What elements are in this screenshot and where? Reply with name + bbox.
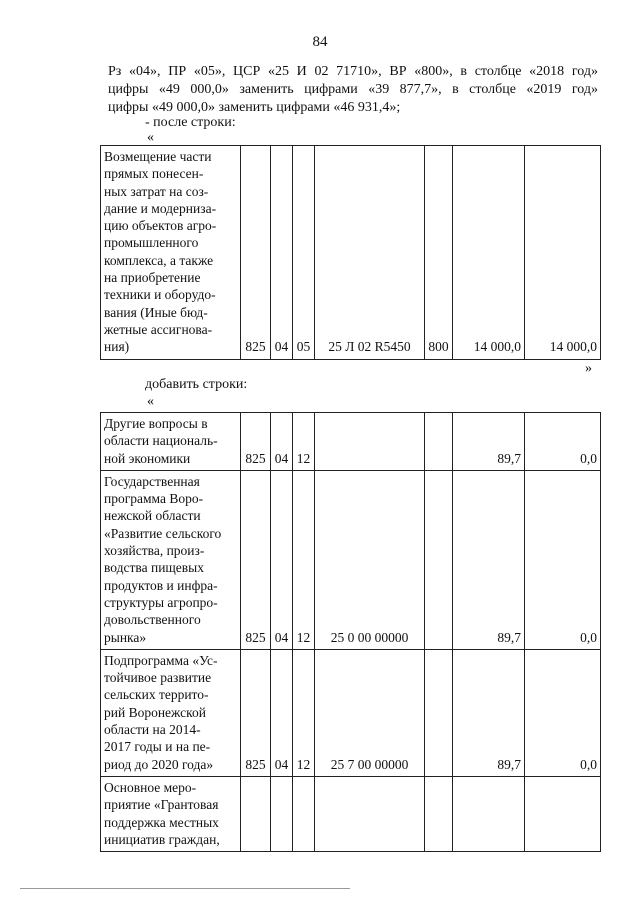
rz-cell: 04 (271, 649, 293, 776)
year-2018-cell: 14 000,0 (453, 146, 525, 360)
intro-line-2: цифры «49 000,0» заменить цифрами «39 877,7», в столбце «2019 год» (108, 82, 598, 97)
csr-cell (315, 413, 425, 471)
table-row (101, 470, 601, 649)
grbs-cell: 825 (241, 146, 271, 360)
csr-cell (315, 776, 425, 851)
grbs-cell: 825 (241, 413, 271, 471)
row-name-line: прямых понесен- (104, 166, 204, 182)
row-name-line: Подпрограмма «Ус- (104, 652, 218, 668)
rz-cell (271, 776, 293, 851)
row-name-line: сельских террито- (104, 687, 209, 703)
pr-cell: 12 (293, 470, 315, 649)
row-name-line: на приобретение (104, 270, 201, 286)
intro-line-1: Рз «04», ПР «05», ЦСР «25 И 02 71710», ВР «800», в столбце «2018 год» (108, 64, 598, 79)
row-name-line: ния) (104, 339, 130, 355)
table-row (101, 776, 601, 851)
open-quote-1: « (147, 130, 154, 145)
vr-cell: 800 (425, 146, 453, 360)
row-name-line: довольственного (104, 612, 201, 628)
row-name-line: хозяйства, произ- (104, 543, 205, 559)
row-name-line: ной экономики (104, 450, 191, 466)
after-row-label: - после строки: (145, 115, 236, 130)
grbs-cell: 825 (241, 470, 271, 649)
row-name-cell (101, 649, 241, 776)
vr-cell (425, 470, 453, 649)
vr-cell (425, 413, 453, 471)
row-name-line: промышленного (104, 235, 199, 251)
intro-line-3: цифры «49 000,0» заменить цифрами «46 931,4»; (108, 100, 401, 115)
year-2018-cell: 89,7 (453, 470, 525, 649)
row-name-line: области националь- (104, 433, 218, 449)
pr-cell: 12 (293, 649, 315, 776)
row-name-line: «Развитие сельского (104, 525, 222, 541)
row-name-line: водства пищевых (104, 560, 204, 576)
year-2018-cell: 89,7 (453, 413, 525, 471)
row-name-cell (101, 146, 241, 360)
year-2018-cell: 89,7 (453, 649, 525, 776)
row-name-cell (101, 413, 241, 471)
row-name-line: структуры агропро- (104, 594, 218, 610)
csr-cell: 25 0 00 00000 (315, 470, 425, 649)
budget-table-existing-row (100, 145, 601, 360)
row-name-line: программа Воро- (104, 491, 204, 507)
year-2019-cell: 14 000,0 (525, 146, 601, 360)
rz-cell: 04 (271, 146, 293, 360)
vr-cell (425, 649, 453, 776)
row-name-line: приятие «Грантовая (104, 797, 219, 813)
year-2019-cell: 0,0 (525, 470, 601, 649)
grbs-cell (241, 776, 271, 851)
budget-table-added-rows (100, 412, 601, 852)
row-name-line: тойчивое развитие (104, 670, 212, 686)
year-2019-cell (525, 776, 601, 851)
row-name-line: Возмещение части (104, 149, 212, 164)
vr-cell (425, 776, 453, 851)
row-name-line: риод до 2020 года» (104, 756, 214, 772)
row-name-line: поддержка местных (104, 814, 219, 830)
year-2019-cell: 0,0 (525, 413, 601, 471)
row-name-line: вания (Иные бюд- (104, 304, 208, 320)
row-name-cell (101, 776, 241, 851)
row-name-line: дание и модерниза- (104, 200, 217, 216)
row-name-line: нежской области (104, 508, 201, 524)
csr-cell: 25 Л 02 R5450 (315, 146, 425, 360)
row-name-line: Государственная (104, 473, 200, 489)
row-name-line: Основное меро- (104, 779, 197, 795)
table-row (101, 649, 601, 776)
csr-cell: 25 7 00 00000 (315, 649, 425, 776)
row-name-line: 2017 годы и на пе- (104, 739, 211, 755)
table-row (101, 413, 601, 471)
year-2018-cell (453, 776, 525, 851)
row-name-cell (101, 470, 241, 649)
row-name-line: цию объектов агро- (104, 218, 217, 234)
row-name-line: жетные ассигнова- (104, 321, 213, 337)
pr-cell: 05 (293, 146, 315, 360)
add-rows-label: добавить строки: (145, 377, 248, 392)
rz-cell: 04 (271, 413, 293, 471)
table-row (101, 146, 601, 360)
footer-rule (20, 888, 350, 889)
pr-cell: 12 (293, 413, 315, 471)
row-name-line: ных затрат на соз- (104, 183, 209, 199)
rz-cell: 04 (271, 470, 293, 649)
open-quote-2: « (147, 394, 154, 409)
row-name-line: Другие вопросы в (104, 416, 208, 431)
grbs-cell: 825 (241, 649, 271, 776)
row-name-line: области на 2014- (104, 722, 201, 738)
row-name-line: рий Воронежской (104, 704, 206, 720)
page-number: 84 (312, 34, 328, 50)
year-2019-cell: 0,0 (525, 649, 601, 776)
row-name-line: рынка» (104, 629, 147, 645)
row-name-line: техники и оборудо- (104, 287, 216, 303)
close-quote-1: » (585, 361, 592, 376)
row-name-line: продуктов и инфра- (104, 577, 218, 593)
row-name-line: комплекса, а также (104, 252, 214, 268)
row-name-line: инициатив граждан, (104, 831, 220, 847)
pr-cell (293, 776, 315, 851)
